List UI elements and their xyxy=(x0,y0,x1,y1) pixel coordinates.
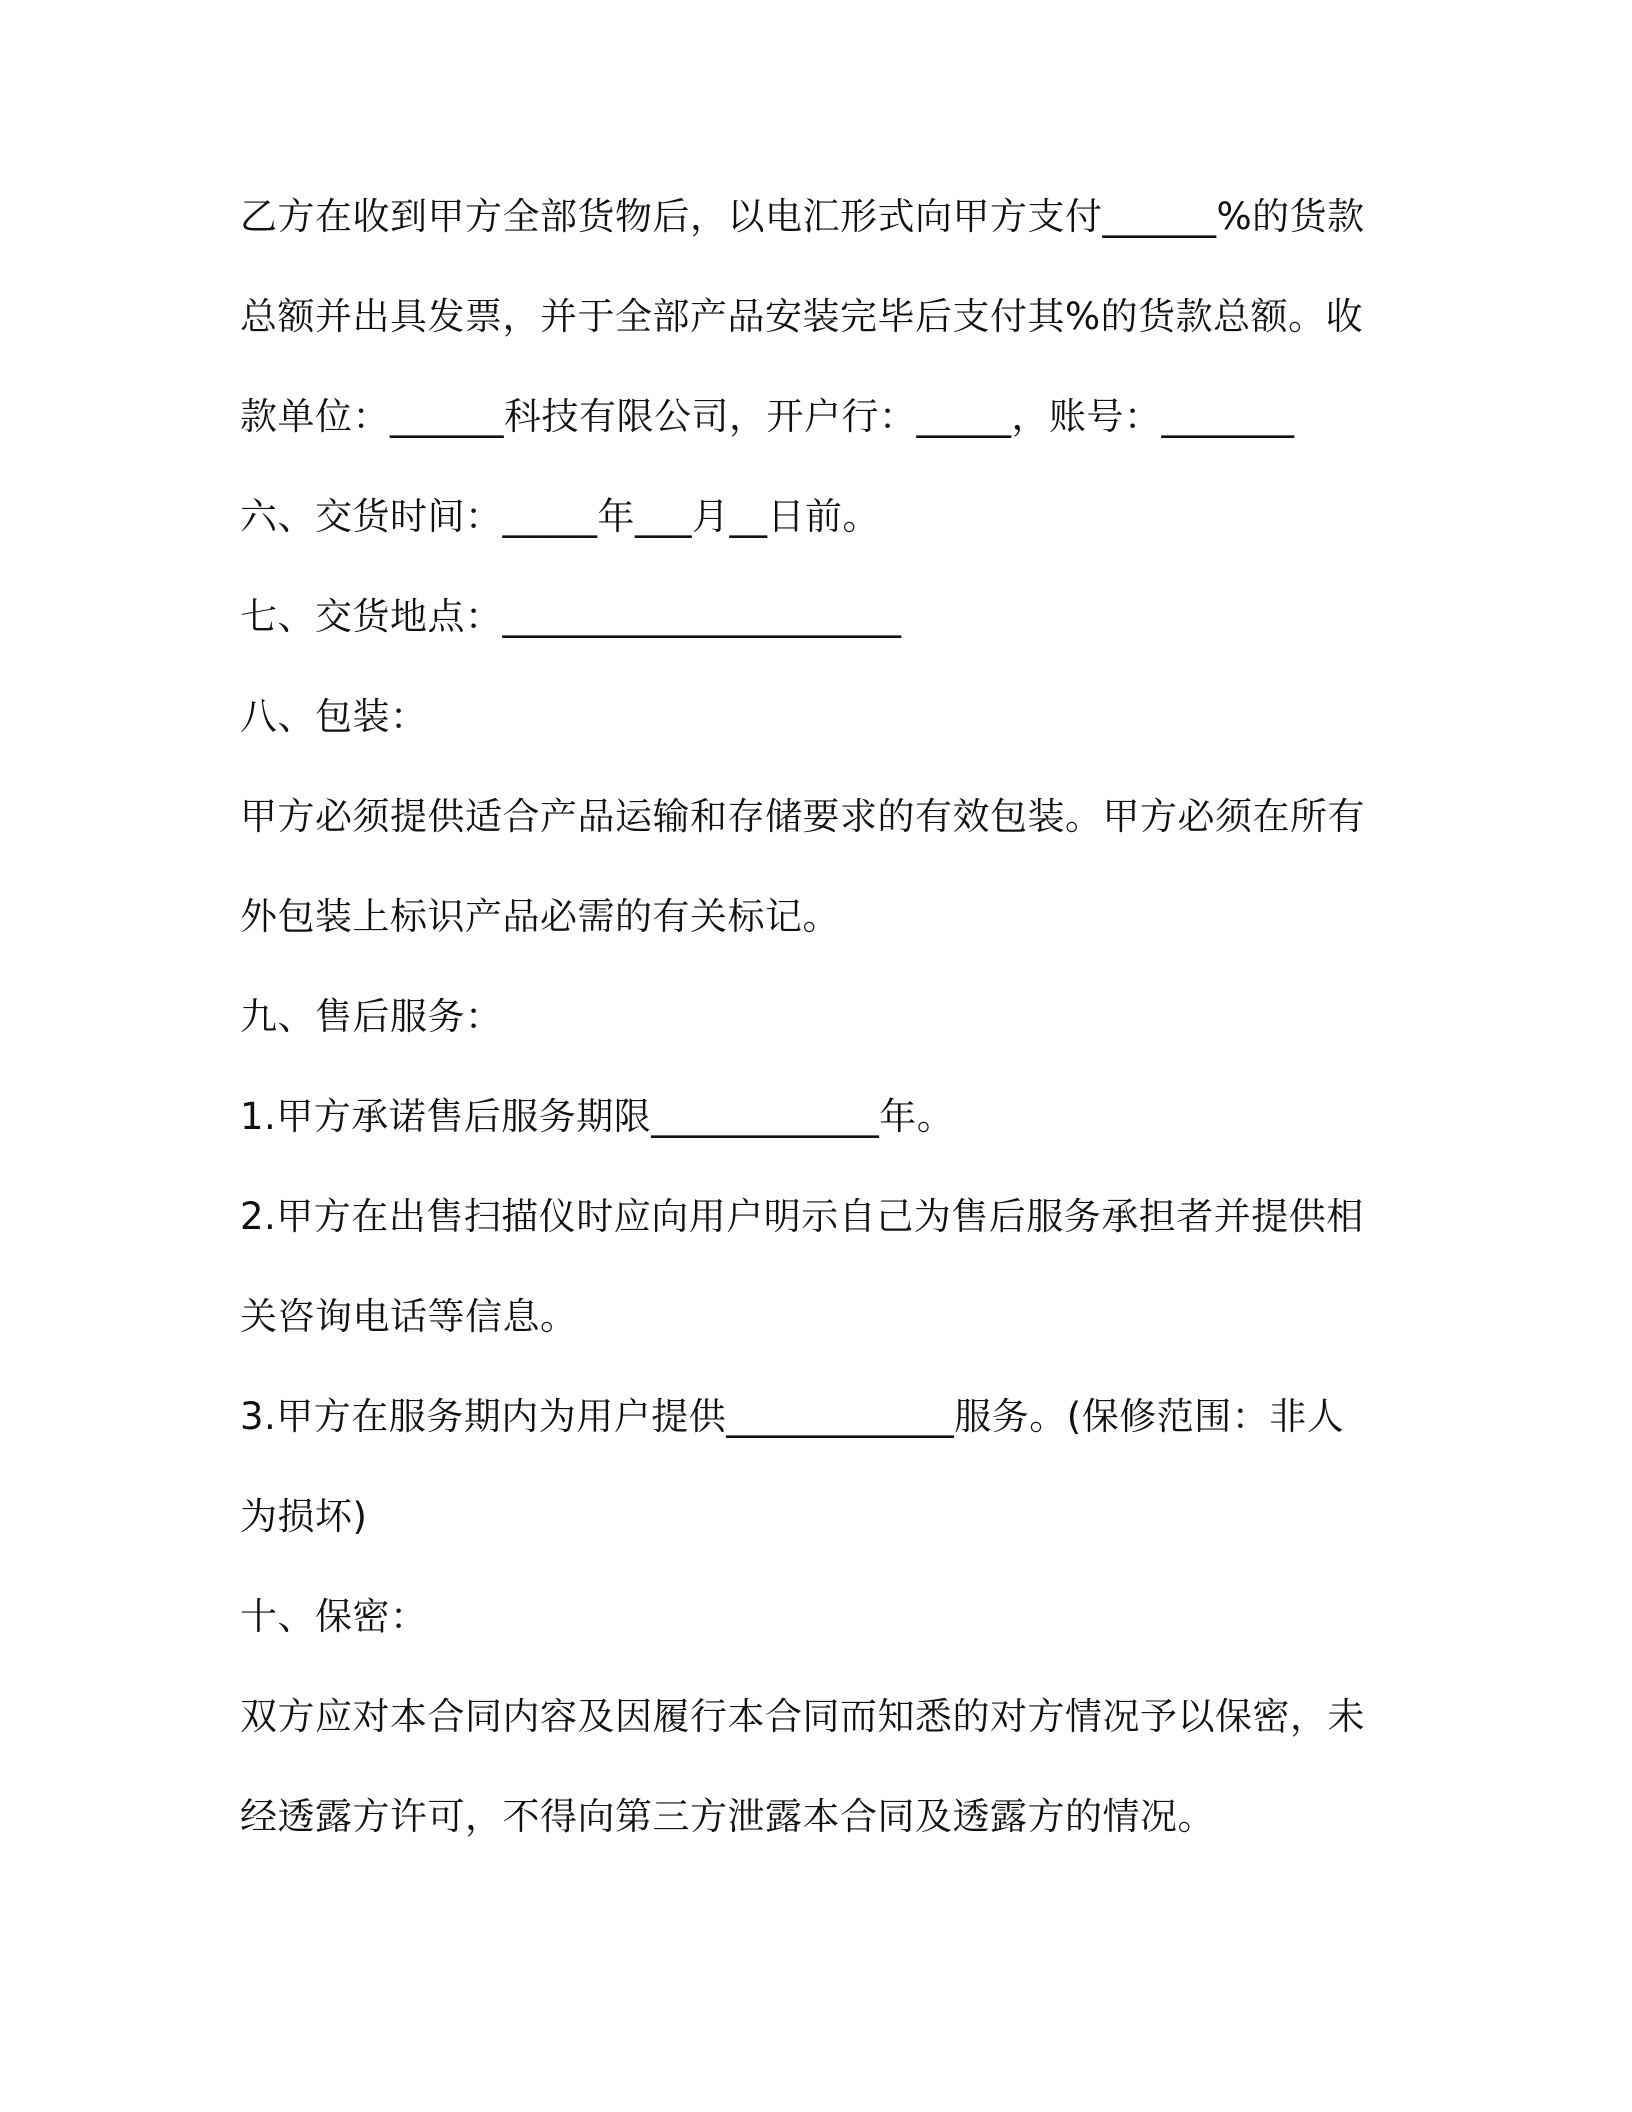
packaging-text-line-2: 外包装上标识产品必需的有关标记。 xyxy=(240,895,840,938)
payee-info-line: 款单位：______科技有限公司，开户行：_____，账号：_______ xyxy=(240,395,1295,438)
section-8-heading: 八、包装： xyxy=(240,695,428,738)
service-item-1: 1.甲方承诺售后服务期限____________年。 xyxy=(240,1095,955,1138)
confidentiality-text-line-1: 双方应对本合同内容及因履行本合同而知悉的对方情况予以保密，未 xyxy=(240,1695,1365,1738)
service-item-2-line-2: 关咨询电话等信息。 xyxy=(240,1295,578,1338)
payment-terms-line-2: 总额并出具发票，并于全部产品安装完毕后支付其%的货款总额。收 xyxy=(240,295,1364,338)
service-item-2-line-1: 2.甲方在出售扫描仪时应向用户明示自己为售后服务承担者并提供相 xyxy=(240,1195,1364,1238)
section-9-heading: 九、售后服务： xyxy=(240,995,503,1038)
section-7-delivery-place: 七、交货地点：_____________________ xyxy=(240,595,902,638)
section-6-delivery-time: 六、交货时间：_____年___月__日前。 xyxy=(240,495,880,538)
service-item-3-line-2: 为损坏) xyxy=(240,1495,368,1538)
service-item-3-line-1: 3.甲方在服务期内为用户提供____________服务。(保修范围：非人 xyxy=(240,1395,1345,1438)
payment-terms-line-1: 乙方在收到甲方全部货物后，以电汇形式向甲方支付______%的货款 xyxy=(240,195,1365,238)
section-10-heading: 十、保密： xyxy=(240,1595,428,1638)
confidentiality-text-line-2: 经透露方许可，不得向第三方泄露本合同及透露方的情况。 xyxy=(240,1795,1215,1838)
packaging-text-line-1: 甲方必须提供适合产品运输和存储要求的有效包装。甲方必须在所有 xyxy=(240,795,1365,838)
